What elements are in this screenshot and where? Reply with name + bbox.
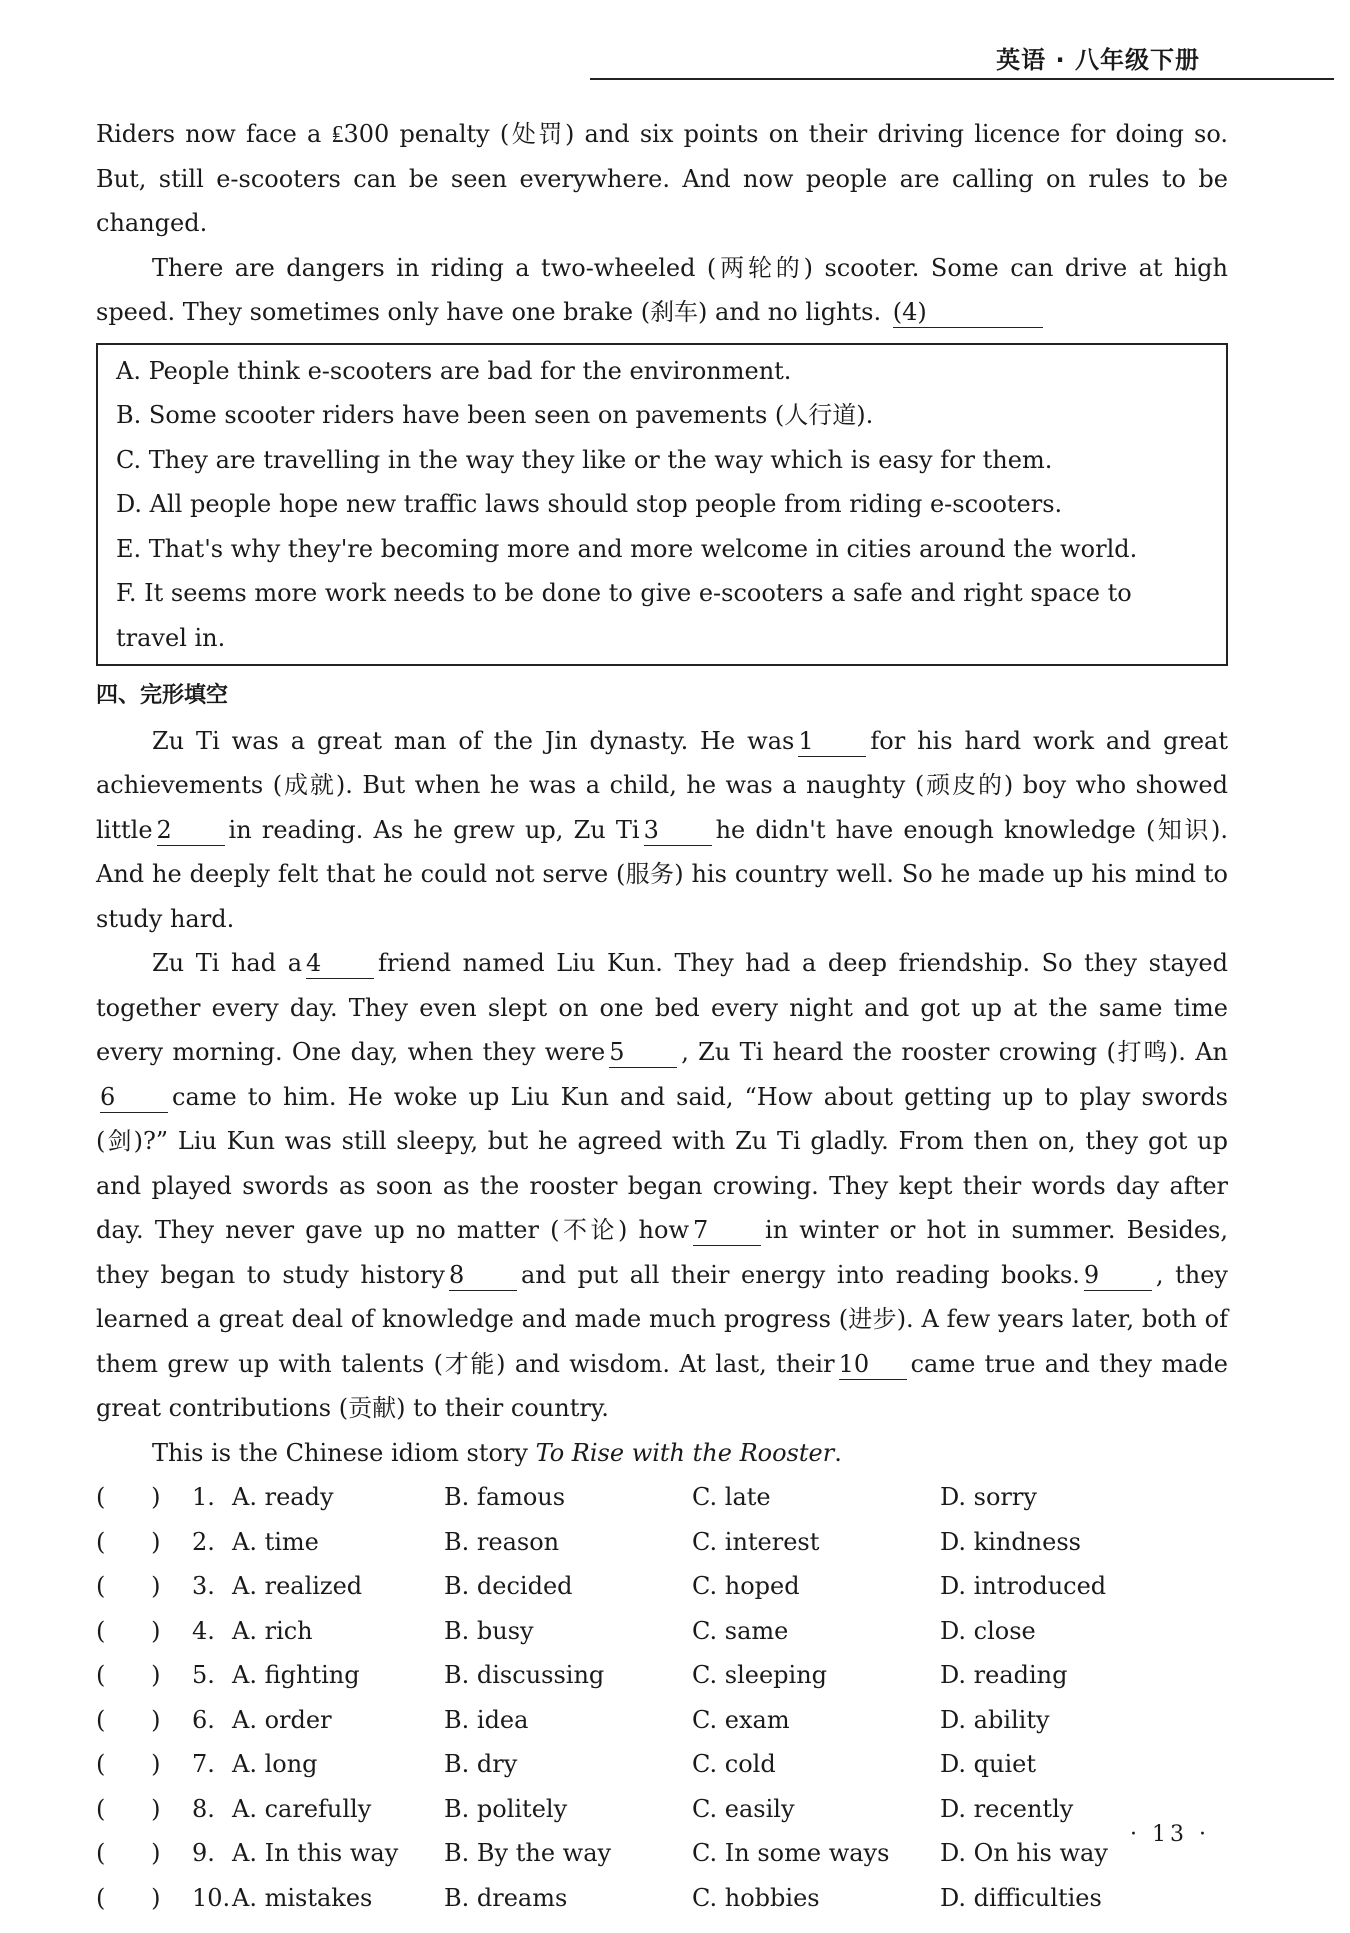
cloze-blank-7[interactable]: 7 xyxy=(693,1215,761,1246)
question-row xyxy=(96,1564,1228,1609)
cloze-text: Zu Ti was a great man of the Jin dynasty. He was xyxy=(152,726,795,755)
question-number: 10. xyxy=(192,1883,231,1912)
section-title: 四、完形填空 xyxy=(96,683,229,708)
choice-d: D. sorry xyxy=(940,1483,1037,1511)
choice-d: D. reading xyxy=(940,1661,1068,1689)
question-number: 5. xyxy=(192,1661,215,1689)
idiom-title: To Rise with the Rooster xyxy=(535,1438,835,1467)
choice-d: D. ability xyxy=(940,1705,1050,1734)
question-row xyxy=(96,1876,1228,1921)
option-d: D. All people hope new traffic laws should stop people from riding e-scooters. xyxy=(116,490,1063,518)
cloze-text: , Zu Ti heard the rooster crowing (打鸣). An xyxy=(681,1038,1229,1066)
option-b: B. Some scooter riders have been seen on pavements (人行道). xyxy=(116,401,874,429)
page-content xyxy=(96,112,1228,1920)
question-row xyxy=(96,1831,1228,1876)
cloze-text: in winter or hot in summer. Besides, they began to study history xyxy=(96,1216,1228,1289)
choice-b: B. By the way xyxy=(444,1839,612,1867)
question-number: 2. xyxy=(192,1527,215,1556)
question-row xyxy=(96,1520,1228,1565)
question-row xyxy=(96,1653,1228,1698)
cloze-text: This is the Chinese idiom story xyxy=(152,1438,536,1467)
choice-a: A. carefully xyxy=(232,1794,372,1823)
cloze-blank-1[interactable]: 1 xyxy=(798,726,866,757)
question-number: 4. xyxy=(192,1616,215,1645)
question-number: 1. xyxy=(192,1483,215,1511)
cloze-paragraph-2 xyxy=(96,941,1228,1431)
question-number: 9. xyxy=(192,1839,215,1867)
choice-c: C. sleeping xyxy=(692,1661,828,1689)
choice-a: A. order xyxy=(232,1705,332,1734)
question-number: 3. xyxy=(192,1572,215,1600)
choice-a: A. time xyxy=(232,1527,319,1556)
answer-paren[interactable]: ( ) xyxy=(96,1794,161,1823)
answer-blank-4[interactable]: (4) xyxy=(893,297,1043,328)
answer-paren[interactable]: ( ) xyxy=(96,1572,161,1600)
answer-paren[interactable]: ( ) xyxy=(96,1661,161,1689)
question-list xyxy=(96,1475,1228,1920)
choice-b: B. reason xyxy=(444,1527,560,1556)
choice-b: B. dry xyxy=(444,1750,518,1778)
header-title: 英语 · 八年级下册 xyxy=(996,46,1200,74)
cloze-text: in reading. As he grew up, Zu Ti xyxy=(228,815,640,844)
choice-b: B. decided xyxy=(444,1572,573,1600)
choice-d: D. kindness xyxy=(940,1527,1081,1556)
choice-b: B. discussing xyxy=(444,1661,605,1689)
question-row xyxy=(96,1475,1228,1520)
choice-c: C. cold xyxy=(692,1750,776,1778)
answer-paren[interactable]: ( ) xyxy=(96,1616,161,1645)
cloze-blank-3[interactable]: 3 xyxy=(644,815,712,846)
choice-c: C. easily xyxy=(692,1794,795,1823)
cloze-blank-9[interactable]: 9 xyxy=(1084,1260,1152,1291)
answer-paren[interactable]: ( ) xyxy=(96,1527,161,1556)
question-row xyxy=(96,1742,1228,1787)
choice-a: A. realized xyxy=(232,1572,363,1600)
choice-a: A. long xyxy=(232,1750,318,1778)
cloze-text: came to him. He woke up Liu Kun and said, “How about getting up to play swords (剑)?” Liu Kun was still sleepy, but he agreed with Zu Ti gladly. From then on, they got up and played swords as soon as the rooster began crowing. They kept their words day after day. They never gave up no matter (不论) how xyxy=(96,1082,1228,1244)
choice-d: D. recently xyxy=(940,1794,1074,1823)
choice-a: A. ready xyxy=(232,1483,334,1511)
option-f: F. It seems more work needs to be done to give e-scooters a safe and right space to travel in. xyxy=(116,579,1132,652)
choice-c: C. hoped xyxy=(692,1572,800,1600)
choice-b: B. politely xyxy=(444,1794,568,1823)
cloze-text: for his hard work and great achievements (成就). But when he was a child, he was a naughty (顽皮的) boy who showed little xyxy=(96,726,1228,844)
choice-d: D. difficulties xyxy=(940,1883,1102,1912)
cloze-text: , they learned a great deal of knowledge and made much progress (进步). A few years later, both of them grew up with talents (才能) and wisdom. At last, their xyxy=(96,1260,1228,1378)
cloze-text: . xyxy=(834,1438,842,1467)
cloze-blank-8[interactable]: 8 xyxy=(449,1260,517,1291)
choice-b: B. famous xyxy=(444,1483,566,1511)
option-a: A. People think e-scooters are bad for the environment. xyxy=(116,356,792,385)
choice-d: D. introduced xyxy=(940,1572,1107,1600)
cloze-blank-2[interactable]: 2 xyxy=(157,815,225,846)
passage-paragraph-2 xyxy=(96,246,1228,335)
header-rule xyxy=(590,78,1334,80)
page-number: · 13 · xyxy=(1130,1822,1210,1847)
choice-c: C. interest xyxy=(692,1527,820,1556)
choice-a: A. In this way xyxy=(232,1839,399,1867)
choice-c: C. In some ways xyxy=(692,1839,890,1867)
cloze-blank-6[interactable]: 6 xyxy=(100,1082,168,1113)
question-number: 7. xyxy=(192,1750,215,1778)
choice-a: A. fighting xyxy=(232,1661,360,1689)
cloze-text: Zu Ti had a xyxy=(152,949,302,977)
answer-paren[interactable]: ( ) xyxy=(96,1750,161,1778)
choice-b: B. idea xyxy=(444,1705,529,1734)
option-c: C. They are travelling in the way they like or the way which is easy for them. xyxy=(116,445,1053,474)
choice-d: D. close xyxy=(940,1616,1036,1645)
choice-a: A. mistakes xyxy=(232,1883,373,1912)
choice-b: B. busy xyxy=(444,1616,534,1645)
cloze-text: he didn't have enough knowledge (知识). And he deeply felt that he could not serve (服务) his country well. So he made up his mind to study hard. xyxy=(96,815,1228,933)
answer-paren[interactable]: ( ) xyxy=(96,1705,161,1734)
question-row xyxy=(96,1787,1228,1832)
cloze-text: friend named Liu Kun. They had a deep friendship. So they stayed together every day. They even slept on one bed every night and got up at the same time every morning. One day, when they were xyxy=(96,949,1228,1066)
choice-d: D. quiet xyxy=(940,1750,1036,1778)
choice-d: D. On his way xyxy=(940,1839,1108,1867)
cloze-blank-10[interactable]: 10 xyxy=(839,1349,907,1380)
cloze-blank-5[interactable]: 5 xyxy=(609,1037,677,1068)
choice-b: B. dreams xyxy=(444,1883,568,1912)
passage-paragraph-2-text: There are dangers in riding a two-wheeled (两轮的) scooter. Some can drive at high speed. They sometimes only have one brake (刹车) and no lights. xyxy=(96,253,1228,326)
answer-paren[interactable]: ( ) xyxy=(96,1839,161,1867)
question-row xyxy=(96,1698,1228,1743)
passage-paragraph-1: Riders now face a ₤300 penalty (处罚) and six points on their driving licence for doing so. But, still e-scooters can be seen everywhere. And now people are calling on rules to be changed. xyxy=(96,120,1228,237)
cloze-text: and put all their energy into reading books. xyxy=(520,1260,1080,1289)
question-number: 8. xyxy=(192,1794,215,1823)
options-box xyxy=(96,343,1228,667)
cloze-paragraph-3 xyxy=(96,1431,1228,1476)
answer-paren[interactable]: ( ) xyxy=(96,1883,161,1912)
choice-c: C. exam xyxy=(692,1705,790,1734)
option-e: E. That's why they're becoming more and more welcome in cities around the world. xyxy=(116,534,1138,563)
answer-paren[interactable]: ( ) xyxy=(96,1483,161,1511)
cloze-text: came true and they made great contributions (贡献) to their country. xyxy=(96,1349,1228,1422)
question-number: 6. xyxy=(192,1705,215,1734)
choice-c: C. hobbies xyxy=(692,1883,820,1912)
choice-c: C. same xyxy=(692,1616,789,1645)
question-row xyxy=(96,1609,1228,1654)
page-header xyxy=(0,0,1350,82)
cloze-paragraph-1 xyxy=(96,719,1228,942)
choice-c: C. late xyxy=(692,1483,771,1511)
cloze-blank-4[interactable]: 4 xyxy=(306,948,374,979)
choice-a: A. rich xyxy=(232,1616,313,1645)
